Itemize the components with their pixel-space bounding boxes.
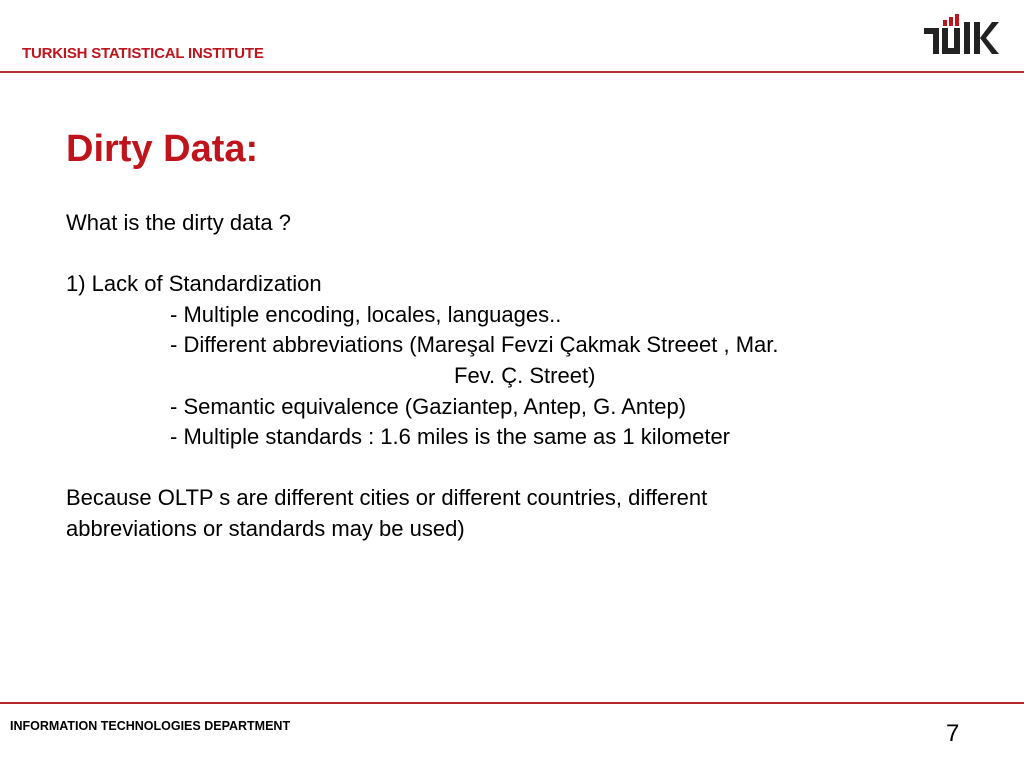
list-item: - Different abbreviations (Mareşal Fevzi Çakmak Streeet , Mar. [170, 332, 779, 358]
header-rule [0, 71, 1024, 73]
tuik-logo-mark [924, 14, 999, 54]
list-item-continuation: Fev. Ç. Street) [454, 362, 596, 388]
list-item: - Semantic equivalence (Gaziantep, Antep, G. Antep) [170, 393, 687, 419]
conclusion-line: abbreviations or standards may be used) [66, 515, 465, 541]
department-name: INFORMATION TECHNOLOGIES DEPARTMENT [10, 719, 291, 733]
logo-red-bar-2 [949, 17, 953, 26]
logo-k-arms [980, 22, 999, 54]
page-number: 7 [946, 720, 960, 747]
spacer [66, 239, 966, 270]
logo-i [964, 22, 970, 54]
question-text: What is the dirty data ? [66, 210, 291, 235]
slide-title: Dirty Data: [66, 128, 259, 170]
conclusion-line: Because OLTP s are different cities or different countries, different [66, 485, 708, 511]
footer-rule [0, 702, 1024, 704]
logo-red-bar-1 [943, 20, 947, 26]
logo-k-stem [974, 22, 980, 54]
spacer [66, 453, 966, 484]
list-item: - Multiple encoding, locales, languages.. [170, 301, 562, 327]
logo-u [942, 28, 960, 54]
logo-red-bar-3 [955, 14, 959, 26]
tuik-logo [922, 14, 1000, 56]
slide-body [66, 208, 966, 545]
section-heading: 1) Lack of Standardization [66, 271, 322, 297]
organization-name: TURKISH STATISTICAL INSTITUTE [22, 45, 264, 62]
logo-t-stem [933, 28, 939, 54]
list-item: - Multiple standards : 1.6 miles is the same as 1 kilometer [170, 424, 731, 450]
